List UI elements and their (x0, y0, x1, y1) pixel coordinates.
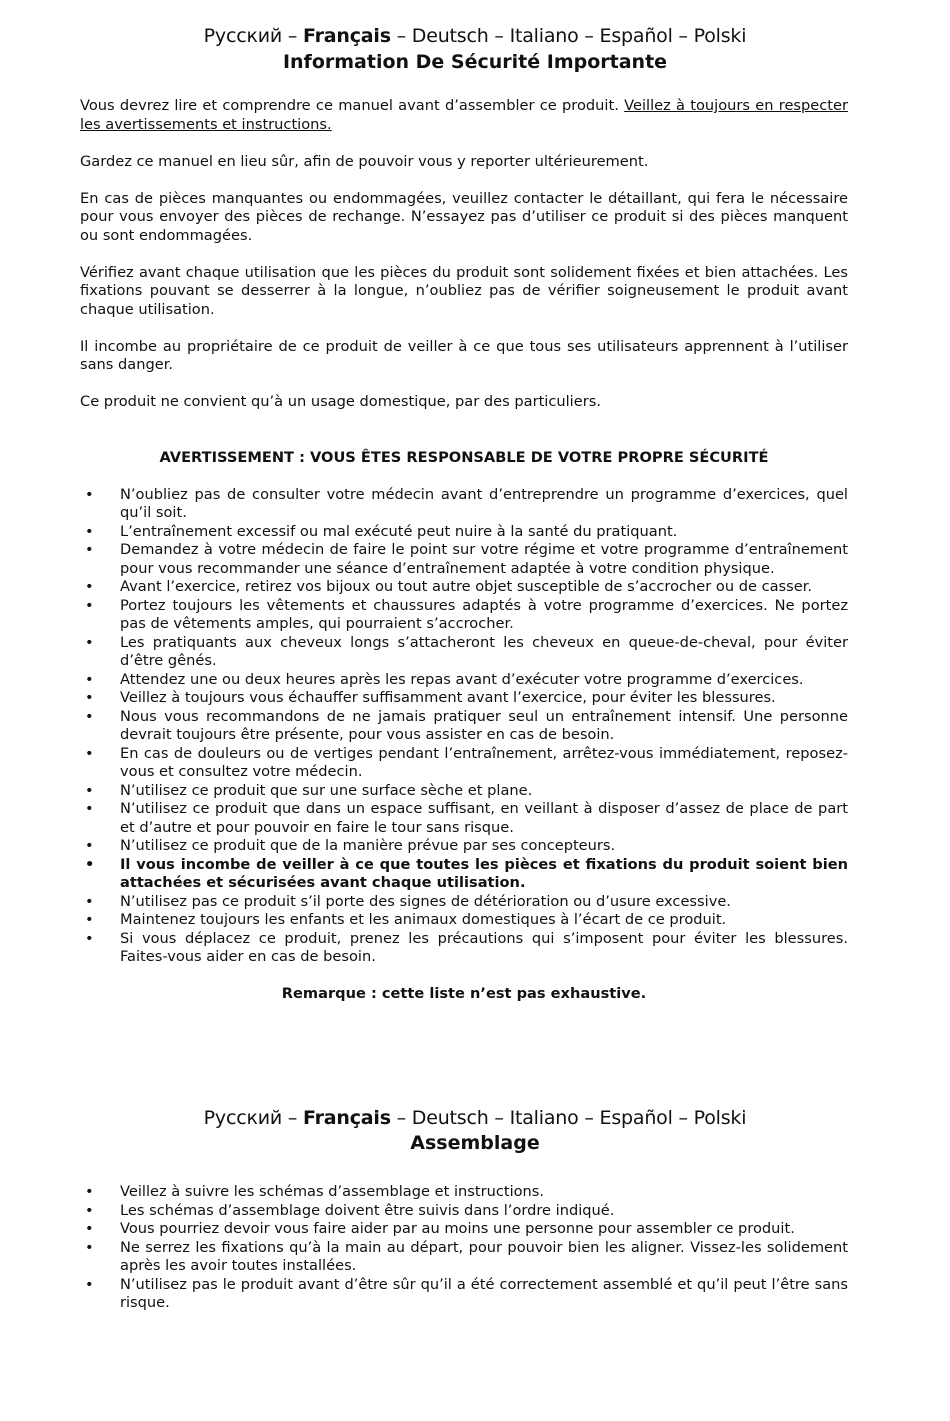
list-item (80, 1220, 848, 1239)
list-item (80, 800, 848, 837)
bullet-icon: • (85, 1275, 94, 1293)
list-item-text: N’utilisez ce produit que de la manière prévue par ses concepteurs. (120, 837, 616, 854)
safety-content (80, 97, 848, 1004)
list-item (80, 837, 848, 856)
list-item-text: Nous vous recommandons de ne jamais pratiquer seul un entraînement intensif. Une personne devrait toujours être présente, pour vous assister en cas de besoin. (120, 707, 848, 743)
assembly-list (80, 1183, 848, 1313)
language-separator: – (282, 25, 304, 47)
list-item-text: Ne serrez les fixations qu’à la main au départ, pour pouvoir bien les aligner. Vissez-les solidement après les avoir toutes installées. (120, 1238, 848, 1274)
bullet-icon: • (85, 541, 94, 558)
list-item-text: N’utilisez pas le produit avant d’être sûr qu’il a été correctement assemblé et qu’il peut l’être sans risque. (120, 1275, 848, 1311)
intro-paragraph-3: En cas de pièces manquantes ou endommagées, veuillez contacter le détaillant, qui fera le nécessaire pour vous envoyer des pièces de rechange. N’essayez pas d’utiliser ce produit si des pièces manquent ou sont endommagées. (80, 189, 848, 244)
list-item-text: Les pratiquants aux cheveux longs s’attacheront les cheveux en queue-de-cheval, pour éviter d’être gênés. (120, 633, 848, 669)
list-item (80, 597, 848, 634)
bullet-icon: • (85, 633, 94, 651)
list-item-text: N’oubliez pas de consulter votre médecin avant d’entreprendre un programme d’exercices, quel qu’il soit. (120, 485, 848, 521)
assembly-section-title: Assemblage (410, 1132, 540, 1154)
list-item (80, 782, 848, 801)
intro-paragraph-1-text: Vous devrez lire et comprendre ce manuel avant d’assembler ce produit. (80, 97, 625, 114)
list-item-text: Il vous incombe de veiller à ce que toutes les pièces et fixations du produit soient bien attachées et sécurisées avant chaque utilisation. (120, 855, 848, 891)
bullet-icon: • (85, 855, 95, 873)
intro-paragraph-6: Ce produit ne convient qu’à un usage domestique, par des particuliers. (80, 393, 601, 410)
list-item-text: N’utilisez ce produit que sur une surface sèche et plane. (120, 781, 533, 799)
list-item (80, 689, 848, 708)
list-item-text: Veillez à toujours vous échauffer suffisamment avant l’exercice, pour éviter les blessures. (120, 689, 776, 706)
list-item (80, 1239, 848, 1276)
bullet-icon: • (85, 892, 94, 910)
assembly-content (80, 1183, 848, 1313)
list-item-text: Veillez à suivre les schémas d’assemblage et instructions. (120, 1183, 545, 1200)
bullet-icon: • (85, 744, 94, 762)
list-item-text: Demandez à votre médecin de faire le point sur votre régime et votre programme d’entraînement pour vous recommander une séance d’entraînement adaptée à votre condition physique. (120, 541, 848, 577)
language-separator: – (282, 1107, 304, 1129)
bullet-icon: • (85, 596, 94, 614)
bullet-icon: • (85, 911, 94, 928)
bullet-icon: • (85, 485, 94, 503)
list-item (80, 578, 848, 597)
list-item (80, 486, 848, 523)
list-item (80, 708, 848, 745)
remark-note: Remarque : cette liste n’est pas exhaustive. (281, 985, 647, 1002)
bullet-icon: • (85, 929, 94, 947)
list-item-text: Si vous déplacez ce produit, prenez les précautions qui s’imposent pour éviter les blessures. Faites-vous aider en cas de besoin. (120, 929, 848, 965)
list-item-text: L’entraînement excessif ou mal exécuté peut nuire à la santé du pratiquant. (120, 522, 678, 540)
bullet-icon: • (85, 1201, 94, 1219)
bullet-icon: • (85, 670, 94, 688)
intro-paragraph-5: Il incombe au propriétaire de ce produit de veiller à ce que tous ses utilisateurs apprennent à l’utiliser sans danger. (80, 337, 848, 373)
list-item-text: N’utilisez ce produit que dans un espace suffisant, en veillant à disposer d’assez de place de part et d’autre et pour pouvoir en faire le tour sans risque. (120, 800, 848, 836)
bullet-icon: • (85, 522, 94, 540)
intro-paragraph-1-underlined: Veillez à toujours en respecter les avertissements et instructions. (80, 97, 848, 133)
language-french-active[interactable]: Français (303, 1107, 391, 1129)
intro-paragraph-2: Gardez ce manuel en lieu sûr, afin de pouvoir vous y reporter ultérieurement. (80, 152, 649, 170)
list-item (80, 541, 848, 578)
list-item-text: Maintenez toujours les enfants et les animaux domestiques à l’écart de ce produit. (120, 911, 727, 928)
list-item (80, 1183, 848, 1202)
list-item-text: Les schémas d’assemblage doivent être suivis dans l’ordre indiqué. (120, 1201, 615, 1219)
language-others[interactable]: Deutsch – Italiano – Español – Polski (411, 25, 747, 47)
list-item (80, 1202, 848, 1221)
list-item (80, 911, 848, 930)
language-russian[interactable]: Русский (203, 25, 283, 47)
language-separator: – (390, 25, 412, 47)
list-item-text: Portez toujours les vêtements et chaussures adaptés à votre programme d’exercices. Ne portez pas de vêtements amples, qui pourraient s’accrocher. (120, 596, 848, 632)
intro-paragraph-4: Vérifiez avant chaque utilisation que les pièces du produit sont solidement fixées et bien attachées. Les fixations pouvant se desserrer à la longue, n’oubliez pas de vérifier soigneusement le produit avant chaque utilisation. (80, 263, 848, 318)
language-others[interactable]: Deutsch – Italiano – Español – Polski (411, 1107, 747, 1129)
list-item-text: Avant l’exercice, retirez vos bijoux ou tout autre objet susceptible de s’accrocher ou de casser. (120, 578, 813, 595)
bullet-icon: • (85, 578, 94, 595)
language-bar (0, 25, 950, 47)
list-item-text: Vous pourriez devoir vous faire aider par au moins une personne pour assembler ce produit. (120, 1220, 795, 1237)
language-bar (0, 1107, 950, 1129)
warning-heading: AVERTISSEMENT : VOUS ÊTES RESPONSABLE DE VOTRE PROPRE SÉCURITÉ (159, 448, 769, 466)
list-item (80, 1276, 848, 1313)
list-item (80, 523, 848, 542)
list-item (80, 671, 848, 690)
list-item-text: En cas de douleurs ou de vertiges pendant l’entraînement, arrêtez-vous immédiatement, reposez-vous et consultez votre médecin. (120, 744, 848, 780)
language-french-active[interactable]: Français (303, 25, 391, 47)
bullet-icon: • (85, 837, 94, 854)
bullet-icon: • (85, 800, 94, 817)
bullet-icon: • (85, 1238, 94, 1256)
list-item (80, 930, 848, 967)
safety-section-title: Information De Sécurité Importante (282, 51, 668, 73)
list-item (80, 745, 848, 782)
list-item (80, 634, 848, 671)
bullet-icon: • (85, 1220, 94, 1237)
bullet-icon: • (85, 1183, 94, 1200)
language-separator: – (390, 1107, 412, 1129)
bullet-icon: • (85, 689, 94, 706)
bullet-icon: • (85, 707, 94, 725)
list-item (80, 893, 848, 912)
bullet-icon: • (85, 781, 94, 799)
language-russian[interactable]: Русский (203, 1107, 283, 1129)
list-item-emphasized (80, 856, 848, 893)
intro-paragraph-1 (80, 97, 848, 134)
warning-list (80, 486, 848, 967)
list-item-text: N’utilisez pas ce produit s’il porte des signes de détérioration ou d’usure excessive. (120, 892, 731, 910)
list-item-text: Attendez une ou deux heures après les repas avant d’exécuter votre programme d’exercices. (120, 670, 804, 688)
